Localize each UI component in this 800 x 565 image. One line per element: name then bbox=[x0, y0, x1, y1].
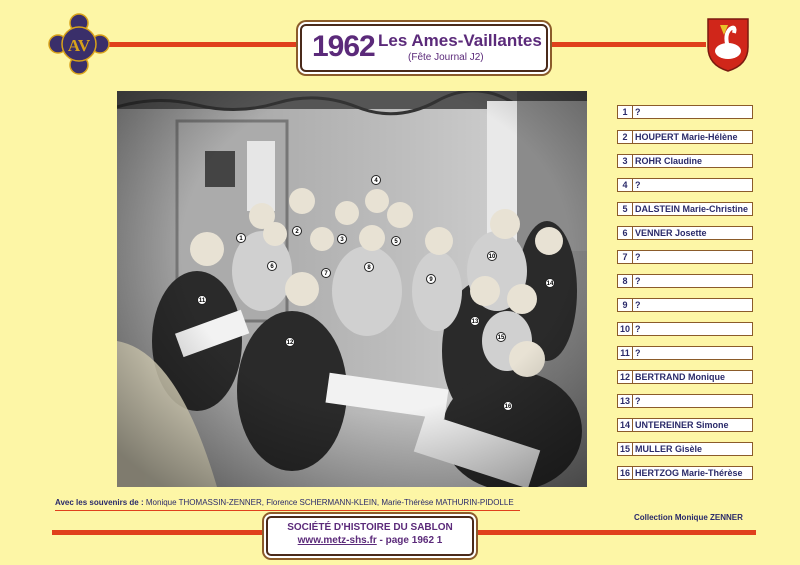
photo-marker: 11 bbox=[197, 295, 207, 305]
legend-row: 16 HERTZOG Marie-Thérèse bbox=[617, 466, 753, 480]
collection-credit: Collection Monique ZENNER bbox=[634, 513, 743, 522]
memories-underline bbox=[55, 510, 520, 511]
photo-marker: 1 bbox=[236, 233, 246, 243]
legend-row: 3 ROHR Claudine bbox=[617, 154, 753, 168]
header-line-left bbox=[108, 42, 302, 47]
logo-initials: AV bbox=[67, 36, 91, 55]
photo-marker: 15 bbox=[496, 332, 506, 342]
memories-names: Monique THOMASSIN-ZENNER, Florence SCHERMANN-KLEIN, Marie-Thérèse MATHURIN-PIDOLLE bbox=[145, 498, 514, 507]
legend-row: 4 ? bbox=[617, 178, 753, 192]
legend-row: 11 ? bbox=[617, 346, 753, 360]
page-title: Les Ames-Vaillantes bbox=[378, 31, 542, 50]
sablon-coat-of-arms-icon bbox=[706, 17, 750, 73]
photo-marker: 4 bbox=[371, 175, 381, 185]
legend-row: 5 DALSTEIN Marie-Christine bbox=[617, 202, 753, 216]
website-link[interactable]: www.metz-shs.fr bbox=[297, 535, 377, 546]
footer-page-line bbox=[268, 535, 472, 546]
photo-marker: 10 bbox=[487, 251, 497, 261]
photo-marker: 8 bbox=[364, 262, 374, 272]
legend-row: 10 ? bbox=[617, 322, 753, 336]
memories-label: Avec les souvenirs de : bbox=[55, 498, 144, 507]
photo-marker: 2 bbox=[292, 226, 302, 236]
legend-row: 7 ? bbox=[617, 250, 753, 264]
photo-marker: 5 bbox=[391, 236, 401, 246]
memories-credit bbox=[55, 498, 514, 507]
group-photo bbox=[117, 91, 587, 487]
year: 1962 bbox=[312, 30, 375, 63]
photo-marker: 13 bbox=[470, 316, 480, 326]
footer-line-right bbox=[472, 530, 756, 535]
photo-marker: 12 bbox=[285, 337, 295, 347]
legend-row: 15 MULLER Gisèle bbox=[617, 442, 753, 456]
legend-row: 6 VENNER Josette bbox=[617, 226, 753, 240]
photo-marker: 3 bbox=[337, 234, 347, 244]
legend-row: 9 ? bbox=[617, 298, 753, 312]
legend-row: 8 ? bbox=[617, 274, 753, 288]
page-number: - page 1962 1 bbox=[376, 535, 443, 546]
photo-marker: 16 bbox=[503, 401, 513, 411]
page-subtitle: (Fête Journal J2) bbox=[408, 52, 484, 63]
society-name: SOCIÉTÉ D'HISTOIRE DU SABLON bbox=[287, 522, 453, 533]
photo-marker: 7 bbox=[321, 268, 331, 278]
photo-marker: 6 bbox=[267, 261, 277, 271]
photo-marker: 9 bbox=[426, 274, 436, 284]
photo-marker: 14 bbox=[545, 278, 555, 288]
title-box bbox=[300, 24, 548, 72]
legend-row: 13 ? bbox=[617, 394, 753, 408]
footer-box bbox=[266, 516, 474, 556]
legend-row: 2 HOUPERT Marie-Hélène bbox=[617, 130, 753, 144]
legend-row: 1 ? bbox=[617, 105, 753, 119]
footer-line-left bbox=[52, 530, 268, 535]
legend-row: 14 UNTEREINER Simone bbox=[617, 418, 753, 432]
legend-row: 12 BERTRAND Monique bbox=[617, 370, 753, 384]
ames-vaillantes-logo-icon bbox=[48, 13, 110, 75]
header-line-right bbox=[546, 42, 706, 47]
